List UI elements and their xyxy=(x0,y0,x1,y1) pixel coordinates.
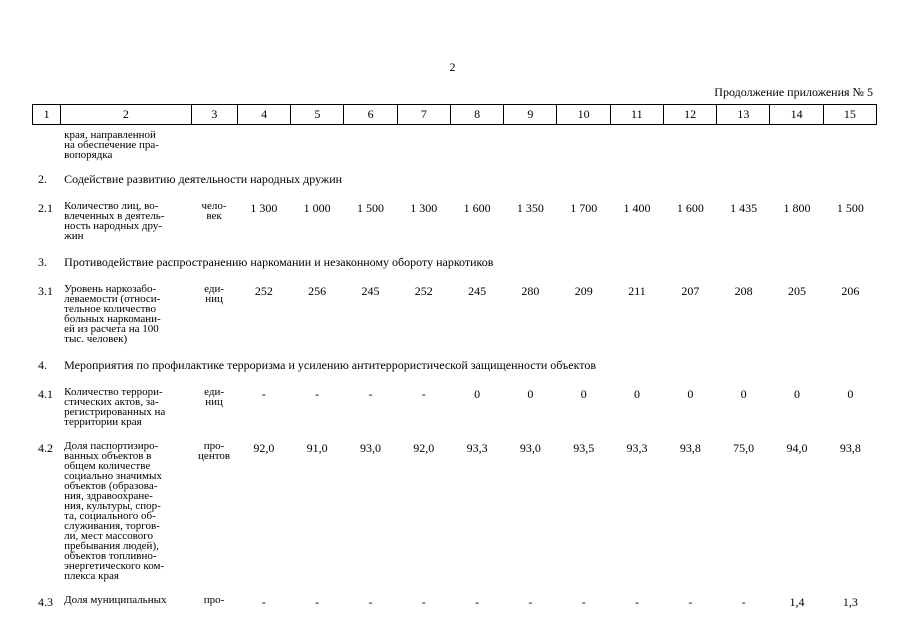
value-cell: 252 xyxy=(414,284,433,298)
value-cell xyxy=(291,130,344,160)
indicator-table-body xyxy=(32,130,877,610)
column-header-cell: 11 xyxy=(610,105,663,125)
row-number xyxy=(32,130,60,160)
value-cell: 209 xyxy=(574,284,593,298)
value-cell: 0 xyxy=(634,387,641,401)
section-row xyxy=(32,344,877,373)
value-cell: 1 700 xyxy=(570,201,598,215)
value-cell: 245 xyxy=(468,284,487,298)
value-cell: 1 400 xyxy=(623,201,651,215)
column-header-cell: 6 xyxy=(344,105,397,125)
value-cell xyxy=(610,130,663,160)
value-cell: - xyxy=(421,387,426,401)
value-cell: 1 500 xyxy=(836,201,864,215)
unit-of-measure: еди- ниц xyxy=(204,386,224,408)
unit-of-measure: еди- ниц xyxy=(204,283,224,305)
column-header-cell: 12 xyxy=(663,105,716,125)
page-number: 2 xyxy=(449,60,456,74)
section-title: Мероприятия по профилактике терроризма и усилению антитеррористической защищенности объектов xyxy=(64,358,597,372)
value-cell: 75,0 xyxy=(733,441,755,455)
value-cell: 1 300 xyxy=(410,201,438,215)
section-number: 4. xyxy=(38,358,47,372)
value-cell xyxy=(504,130,557,160)
column-header-cell: 8 xyxy=(450,105,503,125)
value-cell: - xyxy=(741,595,746,609)
value-cell: - xyxy=(368,387,373,401)
value-cell: 207 xyxy=(681,284,700,298)
indicator-row xyxy=(32,130,877,160)
section-number: 2. xyxy=(38,172,47,186)
continuation-note: Продолжение приложения № 5 xyxy=(714,85,873,99)
value-cell: - xyxy=(421,595,426,609)
section-title: Содействие развитию деятельности народных дружин xyxy=(64,172,343,186)
unit-of-measure: чело- век xyxy=(201,200,227,222)
value-cell: - xyxy=(528,595,533,609)
value-cell xyxy=(237,130,290,160)
value-cell: 92,0 xyxy=(253,441,275,455)
column-header-cell: 9 xyxy=(504,105,557,125)
column-header-cell: 1 xyxy=(33,105,61,125)
value-cell: 0 xyxy=(527,387,534,401)
row-number: 4.3 xyxy=(38,595,53,609)
value-cell: 93,3 xyxy=(466,441,488,455)
row-number: 4.1 xyxy=(38,387,53,401)
value-cell: - xyxy=(261,595,266,609)
unit-of-measure: про- центов xyxy=(198,440,231,462)
value-cell: 93,0 xyxy=(519,441,541,455)
value-cell: 245 xyxy=(361,284,380,298)
column-header-cell: 14 xyxy=(770,105,823,125)
value-cell: 256 xyxy=(308,284,327,298)
column-header-cell: 10 xyxy=(557,105,610,125)
indicator-name: Уровень наркозабо- леваемости (относи- тельное количество больных наркомани- ей из расчета на 100 тыс. человек) xyxy=(64,283,161,345)
value-cell: - xyxy=(635,595,640,609)
row-number: 2.1 xyxy=(38,201,53,215)
indicator-row xyxy=(32,187,877,241)
value-cell: 1 300 xyxy=(250,201,278,215)
value-cell: 0 xyxy=(740,387,747,401)
value-cell: 93,0 xyxy=(359,441,381,455)
value-cell: 1 800 xyxy=(783,201,811,215)
value-cell: 208 xyxy=(734,284,753,298)
unit-of-measure xyxy=(191,130,237,160)
value-cell: - xyxy=(261,387,266,401)
value-cell xyxy=(344,130,397,160)
column-header-cell: 13 xyxy=(717,105,770,125)
column-header-cell: 4 xyxy=(237,105,290,125)
value-cell: 93,5 xyxy=(573,441,595,455)
value-cell: 252 xyxy=(254,284,273,298)
value-cell: 93,3 xyxy=(626,441,648,455)
section-number: 3. xyxy=(38,255,47,269)
value-cell: 0 xyxy=(687,387,694,401)
value-cell: 1 435 xyxy=(730,201,758,215)
value-cell: 1 600 xyxy=(676,201,704,215)
value-cell: 280 xyxy=(521,284,540,298)
value-cell xyxy=(717,130,770,160)
value-cell: 93,8 xyxy=(679,441,701,455)
column-header-cell: 5 xyxy=(291,105,344,125)
row-number: 3.1 xyxy=(38,284,53,298)
value-cell: 0 xyxy=(474,387,481,401)
column-header-cell: 15 xyxy=(823,105,876,125)
indicator-name: Количество террори- стических актов, за- регистрированных на территории края xyxy=(64,386,166,428)
column-header-cell: 2 xyxy=(61,105,192,125)
value-cell: 1,4 xyxy=(789,595,805,609)
value-cell: 1 500 xyxy=(356,201,384,215)
value-cell: 1,3 xyxy=(842,595,858,609)
indicator-name: Количество лиц, во- влеченных в деятель- ность народных дру- жин xyxy=(64,200,165,242)
value-cell: - xyxy=(688,595,693,609)
section-row xyxy=(32,160,877,187)
value-cell: - xyxy=(475,595,480,609)
value-cell: 91,0 xyxy=(306,441,328,455)
value-cell: 0 xyxy=(793,387,800,401)
column-header-cell: 7 xyxy=(397,105,450,125)
unit-of-measure: про- xyxy=(203,594,225,606)
value-cell: 92,0 xyxy=(413,441,435,455)
value-cell: 0 xyxy=(847,387,854,401)
value-cell xyxy=(397,130,450,160)
column-header-table xyxy=(32,104,877,125)
value-cell: 211 xyxy=(628,284,646,298)
indicator-row xyxy=(32,373,877,427)
value-cell: 205 xyxy=(787,284,806,298)
value-cell: 0 xyxy=(580,387,587,401)
value-cell: 1 000 xyxy=(303,201,331,215)
indicator-name: края, направленной на обеспечение пра- вопорядка xyxy=(64,129,159,161)
indicator-row xyxy=(32,581,877,610)
indicator-row xyxy=(32,427,877,581)
value-cell: - xyxy=(315,595,320,609)
value-cell: 1 350 xyxy=(516,201,544,215)
value-cell: - xyxy=(368,595,373,609)
value-cell xyxy=(450,130,503,160)
value-cell: 93,8 xyxy=(839,441,861,455)
indicator-row xyxy=(32,270,877,344)
value-cell: 1 600 xyxy=(463,201,491,215)
value-cell: 206 xyxy=(841,284,860,298)
section-row xyxy=(32,241,877,270)
row-number: 4.2 xyxy=(38,441,53,455)
value-cell: - xyxy=(581,595,586,609)
indicator-name: Доля паспортизиро- ванных объектов в общем количестве социально значимых объектов (образова- ния, здравоохране- ния, культуры, спор- та, социального об- служивания, торгов- ли, мест массового пребывания людей), объектов топливно- энергетического ком- плекса края xyxy=(64,440,165,582)
value-cell: 94,0 xyxy=(786,441,808,455)
column-header-cell: 3 xyxy=(191,105,237,125)
value-cell xyxy=(664,130,717,160)
section-title: Противодействие распространению наркомании и незаконному обороту наркотиков xyxy=(64,255,494,269)
column-header-row xyxy=(33,105,877,125)
value-cell: - xyxy=(315,387,320,401)
indicator-name: Доля муниципальных xyxy=(64,594,167,606)
value-cell xyxy=(824,130,877,160)
indicator-table xyxy=(32,130,877,610)
value-cell xyxy=(557,130,610,160)
value-cell xyxy=(770,130,823,160)
